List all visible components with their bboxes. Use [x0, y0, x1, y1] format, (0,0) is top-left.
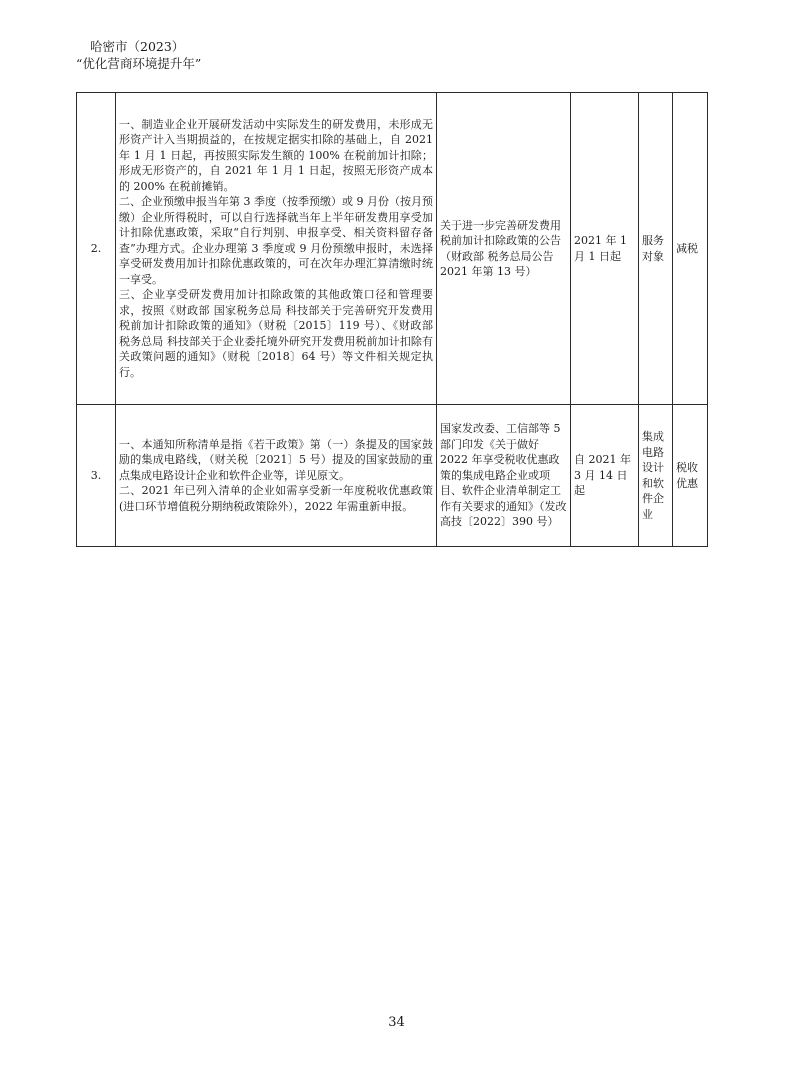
policy-type: 税收优惠	[673, 405, 708, 547]
policy-basis: 国家发改委、工信部等 5 部门印发《关于做好 2022 年享受税收优惠政策的集成电路企业或项目、软件企业清单制定工作有关要求的通知》（发改高技〔2022〕390 号）	[437, 405, 571, 547]
effective-date: 2021 年 1 月 1 日起	[571, 93, 639, 405]
policy-type: 减税	[673, 93, 708, 405]
row-number: 2.	[77, 93, 116, 405]
policy-clause: 三、企业享受研发费用加计扣除政策的其他政策口径和管理要求，按照《财政部 国家税务总局 科技部关于完善研究开发费用税前加计扣除政策的通知》（财税〔2015〕119 号）、《财政部 税务总局 科技部关于企业委托境外研究开发费用税前加计扣除有关政策问题的通知》（财税〔2018〕64 号）等文件相关规定执行。	[119, 288, 433, 379]
effective-date: 自 2021 年 3 月 14 日起	[571, 405, 639, 547]
header-campaign-title: “优化营商环境提升年”	[76, 56, 202, 71]
policy-clause: 二、企业预缴申报当年第 3 季度（按季预缴）或 9 月份（按月预缴）企业所得税时，可以自行选择就当年上半年研发费用享受加计扣除优惠政策，采取“自行判别、申报享受、相关资料留存备查”办理方式。企业办理第 3 季度或 9 月份预缴申报时，未选择享受研发费用加计扣除优惠政策的，可在次年办理汇算清缴时统一享受。	[119, 195, 433, 286]
policy-clause: 一、制造业企业开展研发活动中实际发生的研发费用，未形成无形资产计入当期损益的，在按规定据实扣除的基础上，自 2021 年 1 月 1 日起，再按照实际发生额的 100% 在税前加计扣除；形成无形资产的，自 2021 年 1 月 1 日起，按照无形资产成本的 200% 在税前摊销。	[119, 117, 433, 193]
table-row	[77, 405, 708, 547]
policy-content-cell	[116, 405, 437, 547]
policy-target: 服务对象	[639, 93, 673, 405]
policy-target: 集成电路设计和软件企业	[639, 405, 673, 547]
page-number: 34	[388, 1015, 405, 1030]
policy-clause: 二、2021 年已列入清单的企业如需享受新一年度税收优惠政策(进口环节增值税分期纳税政策除外），2022 年需重新申报。	[119, 484, 433, 513]
policy-basis: 关于进一步完善研发费用税前加计扣除政策的公告（财政部 税务总局公告 2021 年第 13 号）	[437, 93, 571, 405]
header-city-year: 哈密市（2023）	[90, 39, 185, 54]
policy-content-cell	[116, 93, 437, 405]
document-header	[76, 38, 201, 72]
row-number: 3.	[77, 405, 116, 547]
policy-table	[76, 92, 708, 547]
table-row	[77, 93, 708, 405]
policy-clause: 一、本通知所称清单是指《若干政策》第（一）条提及的国家鼓励的集成电路线，（财关税〔2021〕5 号）提及的国家鼓励的重点集成电路设计企业和软件企业等，详见原文。	[119, 437, 433, 482]
